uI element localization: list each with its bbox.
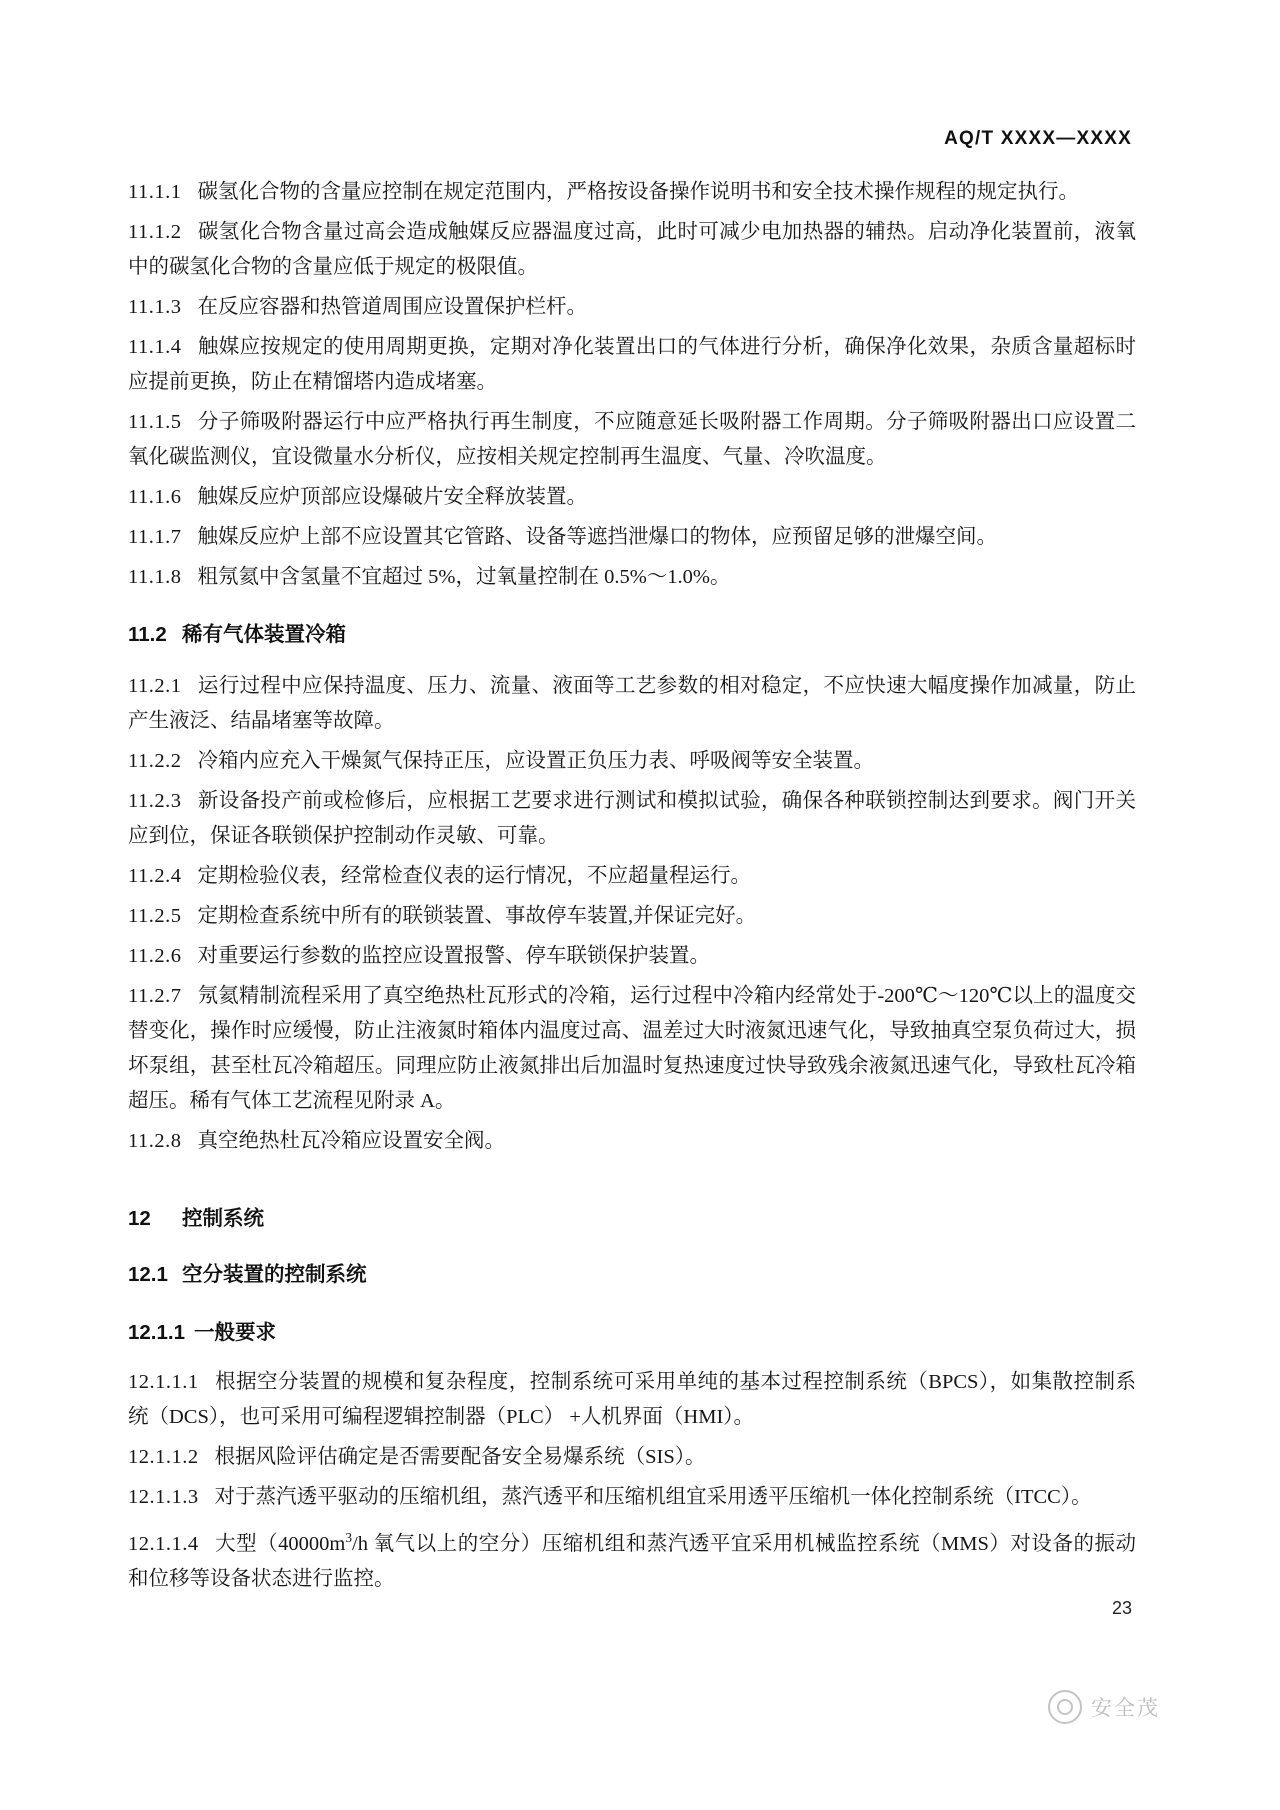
clause-number: 11.2.7 [128, 985, 182, 1007]
clause-text: 真空绝热杜瓦冷箱应设置安全阀。 [197, 1130, 505, 1152]
clause-number: 11.2.6 [128, 945, 182, 967]
clause-number: 11.2.4 [128, 865, 182, 887]
clause-number: 11.1.6 [128, 486, 182, 508]
clause-11-1-4 [128, 330, 1136, 400]
heading-number: 11.2 [128, 623, 167, 646]
clause-text: 粗氖氦中含氢量不宜超过 5%，过氧量控制在 0.5%～1.0%。 [197, 566, 731, 588]
clause-text: 碳氢化合物的含量应控制在规定范围内，严格按设备操作说明书和安全技术操作规程的规定执行。 [197, 181, 1079, 203]
clause-11-1-3 [128, 290, 1136, 325]
page-number: 23 [1111, 1598, 1132, 1618]
watermark-text: 安全茂 [1091, 1697, 1160, 1720]
clause-text: 触媒反应炉上部不应设置其它管路、设备等遮挡泄爆口的物体，应预留足够的泄爆空间。 [197, 526, 997, 548]
clause-number: 12.1.1.4 [128, 1532, 199, 1555]
clause-11-2-3 [128, 784, 1136, 854]
page-header-code: AQ/T XXXX—XXXX [944, 128, 1132, 149]
clause-text: 根据空分装置的规模和复杂程度，控制系统可采用单纯的基本过程控制系统（BPCS），如集散控制系统（DCS），也可采用可编程逻辑控制器（PLC） +人机界面（HMI）。 [128, 1371, 1136, 1428]
clause-11-2-1 [128, 669, 1136, 739]
heading-title: 控制系统 [182, 1207, 264, 1230]
heading-number: 12.1 [128, 1263, 168, 1286]
section-heading-12-1 [128, 1259, 1136, 1291]
clause-12-1-1-3 [128, 1480, 1136, 1515]
clause-11-1-5 [128, 405, 1136, 475]
clause-text-part1: 大型（40000m [214, 1532, 346, 1555]
clause-number: 11.2.1 [128, 675, 182, 697]
clause-number: 11.1.2 [128, 221, 182, 243]
clause-text: 冷箱内应充入干燥氮气保持正压，应设置正负压力表、呼吸阀等安全装置。 [197, 750, 874, 772]
clause-text: 触媒反应炉顶部应设爆破片安全释放装置。 [197, 486, 587, 508]
clause-text: 氖氦精制流程采用了真空绝热杜瓦形式的冷箱，运行过程中冷箱内经常处于-200℃～120℃以上的温度交替变化，操作时应缓慢，防止注液氮时箱体内温度过高、温差过大时液氮迅速气化，导致抽真空泵负荷过大，损坏泵组，甚至杜瓦冷箱超压。同理应防止液氮排出后加温时复热速度过快导致残余液氮迅速气化，导致杜瓦冷箱超压。稀有气体工艺流程见附录 A。 [128, 985, 1136, 1112]
clause-number: 11.1.3 [128, 296, 182, 318]
clause-text: 触媒应按规定的使用周期更换，定期对净化装置出口的气体进行分析，确保净化效果，杂质含量超标时应提前更换，防止在精馏塔内造成堵塞。 [128, 336, 1136, 393]
heading-number: 12.1.1 [128, 1321, 185, 1344]
watermark [1048, 1690, 1160, 1724]
clause-text: 定期检查系统中所有的联锁装置、事故停车装置,并保证完好。 [197, 905, 757, 927]
clause-text: 碳氢化合物含量过高会造成触媒反应器温度过高，此时可减少电加热器的辅热。启动净化装置前，液氧中的碳氢化合物的含量应低于规定的极限值。 [128, 221, 1136, 278]
section-heading-12-1-1 [128, 1317, 1136, 1349]
clause-11-1-6 [128, 480, 1136, 515]
clause-number: 11.2.2 [128, 750, 182, 772]
clause-text: 分子筛吸附器运行中应严格执行再生制度，不应随意延长吸附器工作周期。分子筛吸附器出口应设置二氧化碳监测仪，宜设微量水分析仪，应按相关规定控制再生温度、气量、冷吹温度。 [128, 411, 1136, 468]
clause-text: 新设备投产前或检修后，应根据工艺要求进行测试和模拟试验，确保各种联锁控制达到要求。阀门开关应到位，保证各联锁保护控制动作灵敏、可靠。 [128, 790, 1136, 847]
document-content [128, 175, 1136, 1602]
clause-11-2-7 [128, 979, 1136, 1119]
heading-number: 12 [128, 1207, 151, 1230]
clause-text: 对重要运行参数的监控应设置报警、停车联锁保护装置。 [197, 945, 710, 967]
clause-11-2-4 [128, 859, 1136, 894]
clause-number: 12.1.1.1 [128, 1371, 199, 1393]
clause-text: 定期检验仪表，经常检查仪表的运行情况，不应超量程运行。 [197, 865, 751, 887]
clause-number: 11.1.1 [128, 181, 182, 203]
clause-number: 11.2.8 [128, 1130, 182, 1152]
clause-11-2-5 [128, 899, 1136, 934]
superscript-exponent: 3 [345, 1530, 353, 1545]
clause-11-2-8 [128, 1124, 1136, 1159]
clause-number: 11.1.7 [128, 526, 182, 548]
clause-12-1-1-1 [128, 1365, 1136, 1435]
clause-12-1-1-2 [128, 1440, 1136, 1475]
clause-number: 11.2.3 [128, 790, 182, 812]
clause-text: 根据风险评估确定是否需要配备安全易爆系统（SIS）。 [214, 1446, 706, 1468]
clause-11-1-8 [128, 560, 1136, 595]
clause-number: 11.2.5 [128, 905, 182, 927]
heading-title: 稀有气体装置冷箱 [182, 623, 346, 646]
clause-11-2-6 [128, 939, 1136, 974]
section-heading-12 [128, 1203, 1136, 1235]
circle-logo-icon [1048, 1690, 1082, 1724]
clause-11-1-7 [128, 520, 1136, 555]
clause-12-1-1-4 [128, 1520, 1136, 1597]
clause-11-1-2 [128, 215, 1136, 285]
clause-number: 12.1.1.2 [128, 1446, 199, 1468]
clause-number: 11.1.5 [128, 411, 182, 433]
clause-text: 在反应容器和热管道周围应设置保护栏杆。 [197, 296, 587, 318]
clause-text: 运行过程中应保持温度、压力、流量、液面等工艺参数的相对稳定，不应快速大幅度操作加减量，防止产生液泛、结晶堵塞等故障。 [128, 675, 1136, 732]
clause-number: 11.1.4 [128, 336, 182, 358]
clause-11-2-2 [128, 744, 1136, 779]
heading-title: 空分装置的控制系统 [182, 1263, 367, 1286]
clause-number: 11.1.8 [128, 566, 182, 588]
heading-title: 一般要求 [194, 1321, 276, 1344]
section-heading-11-2 [128, 619, 1136, 651]
clause-text: 对于蒸汽透平驱动的压缩机组，蒸汽透平和压缩机组宜采用透平压缩机一体化控制系统（ITCC）。 [214, 1486, 1092, 1508]
clause-number: 12.1.1.3 [128, 1486, 199, 1508]
clause-11-1-1 [128, 175, 1136, 210]
clause-text-part2: /h 氧气以上的空分）压缩机组和蒸汽透平宜采用机械监控系统（MMS）对设备的振动和位移等设备状态进行监控。 [128, 1532, 1136, 1590]
